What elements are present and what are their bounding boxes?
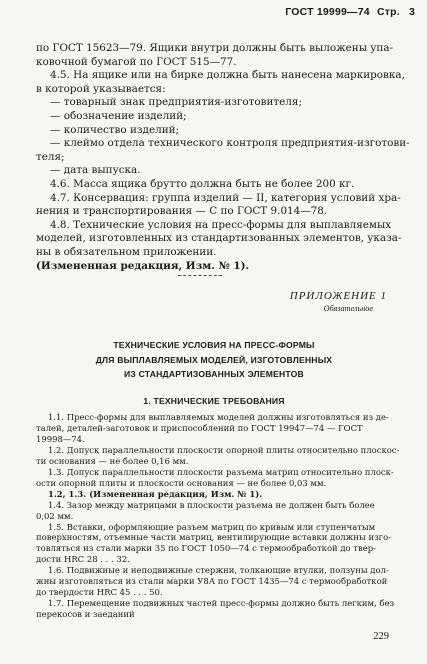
list-item: — товарный знак предприятия-изготовителя; xyxy=(50,96,302,109)
text-line: моделей, изготовленных из стандартизованных элементов, указа- xyxy=(36,232,402,245)
title-line: ДЛЯ ВЫПЛАВЛЯЕМЫХ МОДЕЛЕЙ, ИЗГОТОВЛЕННЫХ xyxy=(95,354,333,365)
text-line: 4.7. Консервация: группа изделий — II, категория условий хра- xyxy=(50,191,401,204)
amendment-note: (Измененная редакция, Изм. № 1). xyxy=(36,259,250,272)
text-line: 0,02 мм. xyxy=(36,510,74,521)
text-line: 1.7. Перемещение подвижных частей пресс-формы должно быть легким, без xyxy=(48,598,395,609)
document-title xyxy=(36,338,392,382)
text-line: жны изготовляться из стали марки У8А по ГОСТ 1435—74 с термообработкой xyxy=(36,576,388,587)
list-item: — дата выпуска. xyxy=(50,164,141,177)
text-line: в которой указывается: xyxy=(36,82,166,95)
text-line: ковочной бумагой по ГОСТ 515—77. xyxy=(36,55,237,68)
title-line: ТЕХНИЧЕСКИЕ УСЛОВИЯ НА ПРЕСС-ФОРМЫ xyxy=(113,340,315,350)
appendix-subtitle: Обязательное xyxy=(323,304,373,313)
text-line: дости HRC 28 . . . 32. xyxy=(36,554,130,565)
text-line: ны в обязательном приложении. xyxy=(36,245,217,258)
packaging-section xyxy=(36,42,410,273)
list-item: — количество изделий; xyxy=(50,123,180,136)
page-number: 3 xyxy=(408,6,415,18)
text-line: 4.6. Масса ящика брутто должна быть не более 200 кг. xyxy=(50,177,355,190)
text-line: ти основания — не более 0,16 мм. xyxy=(36,455,189,466)
text-line: 1.2. Допуск параллельности плоскости опорной плиты относительно плоскос- xyxy=(48,444,400,455)
list-item: — обозначение изделий; xyxy=(50,109,187,122)
text-line: перекосов и заеданий xyxy=(36,609,135,620)
section-divider xyxy=(178,275,222,276)
text-line: нения и транспортирования — С по ГОСТ 9.014—78. xyxy=(36,205,328,218)
running-header xyxy=(285,6,415,18)
appendix-title: ПРИЛОЖЕНИЕ 1 xyxy=(289,290,387,302)
page-label: Стр. xyxy=(376,6,400,18)
text-line: 1.3. Допуск параллельности плоскости разъема матриц относительно плоск- xyxy=(48,466,394,477)
text-line: до твердости HRC 45 . . . 50. xyxy=(36,587,163,598)
standard-number: ГОСТ 19999—74 xyxy=(285,6,370,18)
text-line: 1.4. Зазор между матрицами в плоскости разъема не должен быть более xyxy=(48,499,375,510)
text-line: 4.5. На ящике или на бирке должна быть нанесена маркировка, xyxy=(50,69,405,82)
page-folio: 229 xyxy=(373,631,389,642)
amendment-note: 1.2, 1.3. (Измененная редакция, Изм. № 1). xyxy=(48,488,263,499)
requirements-text xyxy=(36,412,400,620)
text-line: теля; xyxy=(36,150,65,163)
appendix-label xyxy=(290,290,387,313)
text-line: 19998—74. xyxy=(36,433,85,444)
section-heading: 1. ТЕХНИЧЕСКИЕ ТРЕБОВАНИЯ xyxy=(143,396,285,406)
text-line: талей, деталей-заготовок и приспособлений по ГОСТ 19947—74 — ГОСТ xyxy=(36,422,363,433)
text-line: 1.1. Пресс-формы для выплавляемых моделей должны изготовляться из де- xyxy=(48,412,389,422)
text-line: по ГОСТ 15623—79. Ящики внутри должны быть выложены упа- xyxy=(36,42,394,54)
text-line: 1.5. Вставки, оформляющие разъем матриц по кривым или ступенчатым xyxy=(48,521,376,532)
text-line: 1.6. Подвижные и неподвижные стержни, толкающие втулки, ползуны дол- xyxy=(48,565,389,576)
title-line: ИЗ СТАНДАРТИЗОВАННЫХ ЭЛЕМЕНТОВ xyxy=(124,369,304,380)
text-line: поверхностям, отъемные части матриц, вентилирующие вставки должны изго- xyxy=(36,532,392,543)
list-item: — клеймо отдела технического контроля предприятия-изготови- xyxy=(50,137,410,150)
text-line: товляться из стали марки 35 по ГОСТ 1050—74 с термообработкой до твер- xyxy=(36,543,376,554)
text-line: ости опорной плиты и плоскости основания — не более 0,03 мм. xyxy=(36,477,327,488)
text-line: 4.8. Технические условия на пресс-формы для выплавляемых xyxy=(50,218,392,231)
